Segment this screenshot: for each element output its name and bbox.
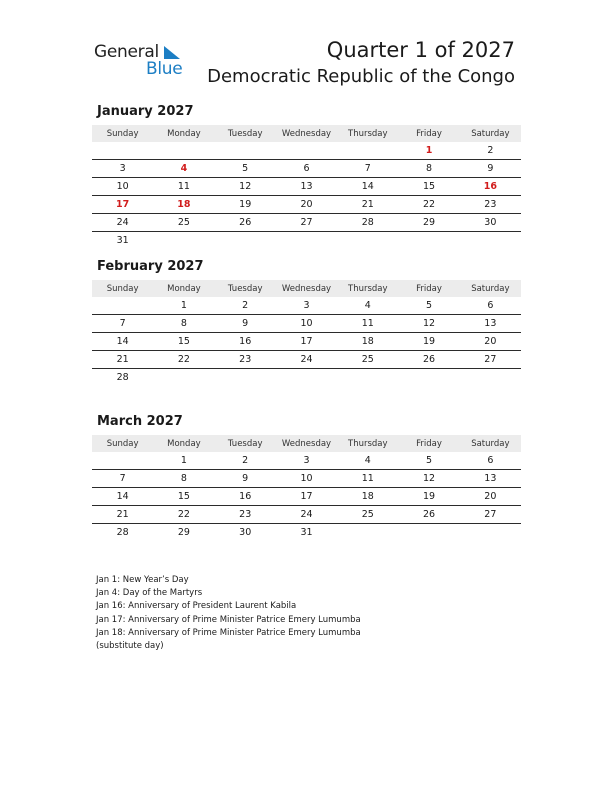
- day-cell: 30: [460, 214, 521, 232]
- day-cell: 23: [460, 196, 521, 214]
- day-cell: 21: [92, 506, 153, 524]
- day-cell: 2: [215, 452, 276, 470]
- logo-triangle-icon: [162, 44, 182, 60]
- weekday-header: Monday: [153, 435, 214, 452]
- week-row: [92, 351, 521, 369]
- day-cell: [92, 142, 153, 160]
- holiday-note: Jan 17: Anniversary of Prime Minister Patrice Emery Lumumba: [96, 614, 361, 625]
- week-row: [92, 488, 521, 506]
- day-cell: 6: [460, 452, 521, 470]
- day-cell: 7: [92, 315, 153, 333]
- day-cell: [460, 369, 521, 387]
- day-cell: [92, 541, 153, 558]
- day-cell: [153, 142, 214, 160]
- day-cell: 30: [239, 527, 252, 538]
- day-cell: 9: [215, 315, 276, 333]
- day-cell: 4: [337, 297, 398, 315]
- week-row: [92, 524, 521, 542]
- day-cell: 29: [177, 527, 190, 538]
- day-cell: 18: [337, 333, 398, 351]
- day-cell: [337, 369, 398, 387]
- day-cell: [460, 524, 521, 542]
- day-cell: 23: [215, 506, 276, 524]
- day-cell: 24: [92, 214, 153, 232]
- day-cell: 7: [92, 470, 153, 488]
- weekday-header: Tuesday: [215, 125, 276, 142]
- weekday-header: Monday: [153, 125, 214, 142]
- day-cell: 1: [398, 142, 459, 160]
- holiday-note: Jan 16: Anniversary of President Laurent Kabila: [96, 601, 297, 612]
- weekday-header: Thursday: [337, 125, 398, 142]
- day-cell: 2: [460, 142, 521, 160]
- day-cell: 7: [337, 160, 398, 178]
- day-cell: 15: [153, 488, 214, 506]
- holiday-note: Jan 1: New Year’s Day: [96, 575, 189, 585]
- day-cell: 26: [398, 506, 459, 524]
- day-cell: 21: [337, 196, 398, 214]
- week-row: [92, 541, 521, 558]
- day-cell: 22: [398, 196, 459, 214]
- week-row: [92, 196, 521, 214]
- day-cell: [215, 142, 276, 160]
- day-cell: [398, 369, 459, 387]
- day-cell: [153, 386, 214, 403]
- day-cell: 27: [276, 214, 337, 232]
- week-row: [92, 369, 521, 387]
- day-cell: 16: [460, 178, 521, 196]
- day-cell: 18: [337, 488, 398, 506]
- day-cell: 22: [153, 506, 214, 524]
- weekday-header: Tuesday: [215, 435, 276, 452]
- day-cell: 19: [398, 333, 459, 351]
- day-cell: 11: [153, 178, 214, 196]
- day-cell: [276, 232, 337, 250]
- day-cell: 31: [116, 235, 129, 246]
- day-cell: [215, 386, 276, 403]
- day-cell: [276, 142, 337, 160]
- day-cell: 17: [92, 196, 153, 214]
- day-cell: 13: [460, 315, 521, 333]
- day-cell: [92, 452, 153, 470]
- day-cell: 14: [92, 488, 153, 506]
- day-cell: 8: [398, 160, 459, 178]
- day-cell: 16: [215, 488, 276, 506]
- day-cell: 8: [153, 470, 214, 488]
- weekday-header: Friday: [398, 435, 459, 452]
- day-cell: 10: [276, 470, 337, 488]
- day-cell: 29: [398, 214, 459, 232]
- day-cell: 28: [116, 527, 129, 538]
- day-cell: 9: [215, 470, 276, 488]
- day-cell: [92, 297, 153, 315]
- day-cell: 11: [337, 315, 398, 333]
- day-cell: [337, 386, 398, 403]
- day-cell: 28: [337, 214, 398, 232]
- day-cell: 27: [460, 351, 521, 369]
- week-row: [92, 452, 521, 470]
- day-cell: 26: [398, 351, 459, 369]
- week-row: [92, 297, 521, 315]
- day-cell: [153, 541, 214, 558]
- day-cell: [215, 369, 276, 387]
- day-cell: 25: [153, 214, 214, 232]
- day-cell: [337, 232, 398, 250]
- day-cell: [215, 232, 276, 250]
- holiday-note: Jan 18: Anniversary of Prime Minister Patrice Emery Lumumba: [96, 627, 361, 638]
- day-cell: 15: [153, 333, 214, 351]
- week-row: [92, 178, 521, 196]
- day-cell: 21: [92, 351, 153, 369]
- month-calendar: [92, 414, 522, 558]
- day-cell: 25: [337, 351, 398, 369]
- weekday-header: Saturday: [460, 280, 521, 297]
- day-cell: [276, 369, 337, 387]
- day-cell: 26: [215, 214, 276, 232]
- month-name: February 2027: [97, 259, 204, 274]
- day-cell: 6: [276, 160, 337, 178]
- day-cell: [460, 232, 521, 250]
- day-cell: 25: [337, 506, 398, 524]
- day-cell: [398, 541, 459, 558]
- day-cell: 20: [460, 488, 521, 506]
- day-cell: [337, 541, 398, 558]
- day-cell: [92, 386, 153, 403]
- day-cell: 2: [215, 297, 276, 315]
- day-cell: 15: [398, 178, 459, 196]
- weekday-header: Thursday: [337, 435, 398, 452]
- day-cell: 4: [337, 452, 398, 470]
- month-table: [92, 125, 521, 249]
- day-cell: 20: [276, 196, 337, 214]
- weekday-header: Tuesday: [215, 280, 276, 297]
- month-calendar: [92, 104, 522, 249]
- day-cell: 22: [153, 351, 214, 369]
- day-cell: 13: [276, 178, 337, 196]
- generalblue-logo: [94, 40, 194, 82]
- day-cell: [153, 232, 214, 250]
- month-calendar: [92, 259, 522, 403]
- day-cell: 12: [215, 178, 276, 196]
- day-cell: 8: [153, 315, 214, 333]
- day-cell: 23: [215, 351, 276, 369]
- day-cell: [276, 386, 337, 403]
- holiday-note: Jan 4: Day of the Martyrs: [96, 588, 203, 599]
- day-cell: [153, 369, 214, 387]
- day-cell: 10: [92, 178, 153, 196]
- weekday-header: Wednesday: [276, 125, 337, 142]
- day-cell: 5: [398, 297, 459, 315]
- day-cell: 16: [215, 333, 276, 351]
- logo-word-blue: Blue: [146, 59, 183, 79]
- month-name: January 2027: [97, 104, 194, 119]
- weekday-header: Friday: [398, 280, 459, 297]
- weekday-header: Monday: [153, 280, 214, 297]
- day-cell: 31: [300, 527, 313, 538]
- day-cell: 17: [276, 488, 337, 506]
- week-row: [92, 470, 521, 488]
- day-cell: 12: [398, 470, 459, 488]
- weekday-header: Sunday: [92, 280, 153, 297]
- page-title: Quarter 1 of 2027: [326, 38, 515, 62]
- week-row: [92, 232, 521, 250]
- week-row: [92, 142, 521, 160]
- day-cell: 5: [398, 452, 459, 470]
- country-name: Democratic Republic of the Congo: [207, 66, 515, 87]
- weekday-header: Wednesday: [276, 280, 337, 297]
- day-cell: [337, 142, 398, 160]
- weekday-header: Thursday: [337, 280, 398, 297]
- day-cell: 13: [460, 470, 521, 488]
- day-cell: 24: [276, 351, 337, 369]
- day-cell: [215, 541, 276, 558]
- weekday-header: Sunday: [92, 435, 153, 452]
- day-cell: [460, 541, 521, 558]
- day-cell: 3: [276, 297, 337, 315]
- day-cell: 17: [276, 333, 337, 351]
- weekday-header: Sunday: [92, 125, 153, 142]
- day-cell: 5: [215, 160, 276, 178]
- week-row: [92, 160, 521, 178]
- holiday-notes: [96, 574, 361, 653]
- day-cell: 28: [116, 372, 129, 383]
- week-row: [92, 386, 521, 403]
- day-cell: 27: [460, 506, 521, 524]
- day-cell: 19: [398, 488, 459, 506]
- week-row: [92, 214, 521, 232]
- week-row: [92, 506, 521, 524]
- week-row: [92, 315, 521, 333]
- week-row: [92, 333, 521, 351]
- day-cell: 10: [276, 315, 337, 333]
- month-name: March 2027: [97, 414, 183, 429]
- day-cell: [398, 232, 459, 250]
- day-cell: 20: [460, 333, 521, 351]
- day-cell: 3: [276, 452, 337, 470]
- day-cell: 19: [215, 196, 276, 214]
- day-cell: 12: [398, 315, 459, 333]
- day-cell: 18: [153, 196, 214, 214]
- logo-word-general: General: [94, 42, 159, 62]
- weekday-header: Saturday: [460, 435, 521, 452]
- weekday-header: Friday: [398, 125, 459, 142]
- day-cell: [398, 386, 459, 403]
- day-cell: 1: [153, 297, 214, 315]
- day-cell: 11: [337, 470, 398, 488]
- day-cell: 3: [92, 160, 153, 178]
- day-cell: 9: [460, 160, 521, 178]
- day-cell: 1: [153, 452, 214, 470]
- month-table: [92, 435, 521, 558]
- day-cell: 14: [337, 178, 398, 196]
- weekday-header: Saturday: [460, 125, 521, 142]
- day-cell: 4: [153, 160, 214, 178]
- day-cell: 14: [92, 333, 153, 351]
- month-table: [92, 280, 521, 403]
- day-cell: [460, 386, 521, 403]
- day-cell: [276, 541, 337, 558]
- day-cell: 6: [460, 297, 521, 315]
- day-cell: [337, 524, 398, 542]
- day-cell: [398, 524, 459, 542]
- day-cell: 24: [276, 506, 337, 524]
- holiday-note: (substitute day): [96, 641, 164, 652]
- weekday-header: Wednesday: [276, 435, 337, 452]
